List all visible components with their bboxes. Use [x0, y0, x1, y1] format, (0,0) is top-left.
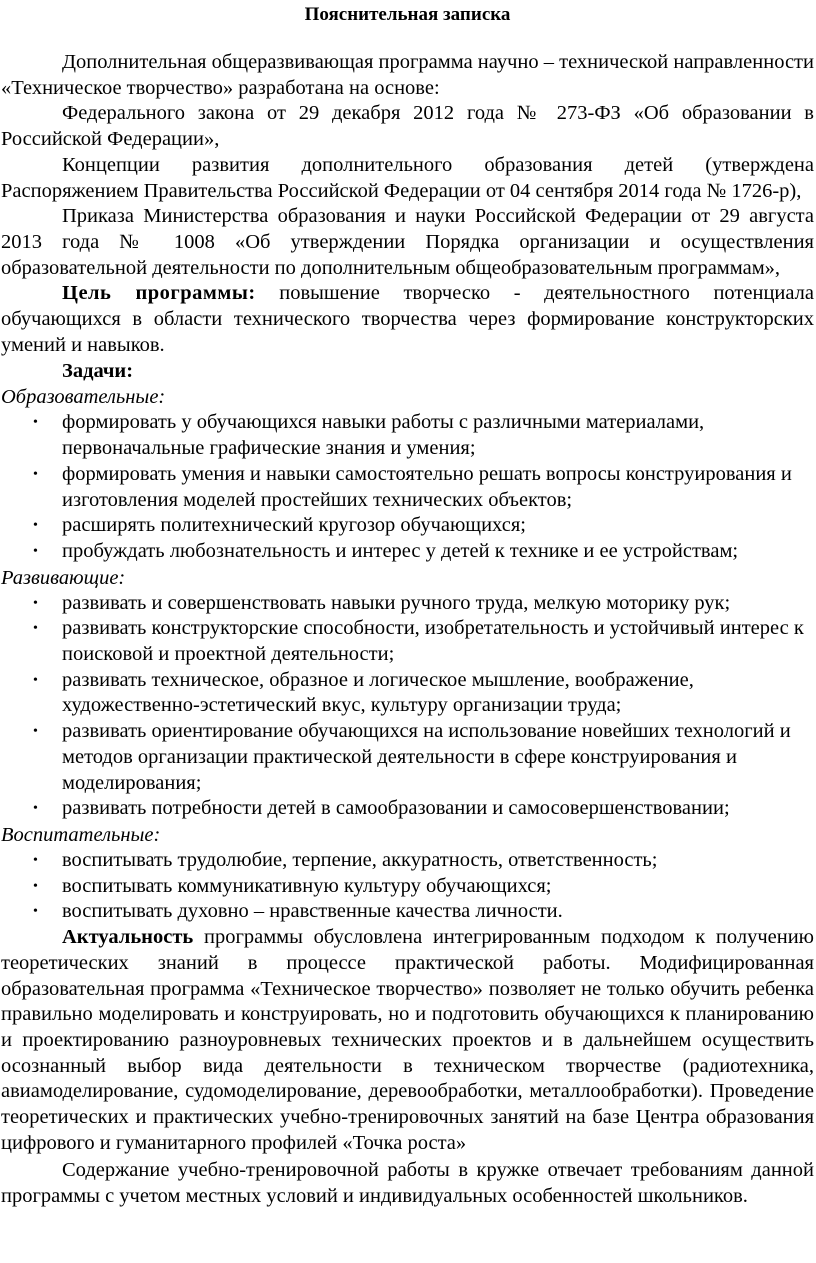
bullet-icon: •: [33, 466, 38, 482]
bullet-icon: •: [33, 852, 38, 868]
intro-paragraph: Дополнительная общеразвивающая программа научно – технической направленности «Техническое творчество» разработана на основе:: [1, 51, 814, 99]
bullet-icon: •: [33, 595, 38, 611]
list-item: • развивать техническое, образное и логическое мышление, воображение, художественно-эстетический вкус, культуру организации труда;: [33, 668, 694, 717]
developing-heading: Развивающие:: [1, 566, 126, 589]
bullet-icon: •: [33, 672, 38, 688]
content-paragraph: Содержание учебно-тренировочной работы в кружке отвечает требованиям данной программы с учетом местных условий и индивидуальных особенностей школьников.: [1, 1159, 814, 1208]
bullet-icon: •: [33, 621, 38, 637]
bullet-icon: •: [33, 801, 38, 817]
goal-text: повышение творческо - деятельностного потенциала обучающихся в области технического творчества через формирование конструкторских умений и навыков.: [1, 282, 814, 356]
basis-law-paragraph: Федерального закона от 29 декабря 2012 года № 273-ФЗ «Об образовании в Российской Федерации»,: [1, 102, 814, 151]
list-item: • формировать умения и навыки самостоятельно решать вопросы конструирования и изготовления моделей простейших технических объектов;: [33, 462, 792, 511]
upbringing-heading: Воспитательные:: [1, 823, 161, 846]
bullet-icon: •: [33, 518, 38, 534]
tasks-heading: Задачи:: [62, 360, 134, 383]
list-item: • расширять политехнический кругозор обучающихся;: [1, 513, 814, 539]
list-item: • воспитывать духовно – нравственные качества личности.: [1, 899, 814, 925]
list-item: • развивать ориентирование обучающихся на использование новейших технологий и методов организации практической деятельности в сфере конструирования и моделирования;: [33, 720, 791, 794]
list-item: • пробуждать любознательность и интерес у детей к технике и ее устройствам;: [1, 539, 814, 565]
list-item: • развивать конструкторские способности, изобретательность и устойчивый интерес к поисковой и проектной деятельности;: [33, 617, 804, 666]
relevance-label: Актуальность: [62, 926, 194, 949]
developing-section: [1, 565, 814, 822]
educational-list: [1, 410, 814, 564]
list-item: • развивать потребности детей в самообразовании и самосовершенствовании;: [1, 796, 814, 822]
list-item: • воспитывать трудолюбие, терпение, аккуратность, ответственность;: [1, 848, 814, 874]
document-title: Пояснительная записка: [304, 4, 511, 25]
basis-order-paragraph: Приказа Министерства образования и науки Российской Федерации от 29 августа 2013 года № 1008 «Об утверждении Порядка организации и осуществления образовательной деятельности по дополнительным общеобразовательным программам»,: [1, 205, 814, 279]
bullet-icon: •: [33, 878, 38, 894]
educational-section: [1, 384, 814, 564]
basis-concept-paragraph: Концепции развития дополнительного образования детей (утверждена Распоряжением Правительства Российской Федерации от 04 сентября 2014 года № 1726-р),: [1, 153, 814, 202]
bullet-icon: •: [33, 724, 38, 740]
educational-heading: Образовательные:: [1, 386, 166, 409]
list-item: • воспитывать коммуникативную культуру обучающихся;: [1, 874, 814, 900]
relevance-paragraph: [1, 925, 814, 1156]
relevance-text: программы обусловлена интегрированным подходом к получению теоретических знаний в процессе практической работы. Модифицированная образовательная программа «Техническое творчество» позволяет не только обучить ребенка правильно моделировать и конструировать, но и подготовить обучающихся к планированию и проектированию разноуровневых технических проектов и в дальнейшем осуществить осознанный выбор вида деятельности в техническом творчестве (радиотехника, авиамоделирование, судомоделирование, деревообработки, металлообработки). Проведение теоретических и практических учебно-тренировочных занятий на базе Центра образования цифрового и гуманитарного профилей «Точка роста»: [1, 926, 814, 1154]
list-item: • развивать и совершенствовать навыки ручного труда, мелкую моторику рук;: [1, 591, 814, 617]
upbringing-section: [1, 822, 814, 925]
list-item: • формировать у обучающихся навыки работы с различными материалами, первоначальные графические знания и умения;: [33, 411, 705, 460]
upbringing-list: [1, 848, 814, 925]
developing-list: [1, 591, 814, 822]
goal-paragraph: [1, 281, 814, 358]
bullet-icon: •: [33, 904, 38, 920]
bullet-icon: •: [33, 543, 38, 559]
goal-label: Цель программы:: [62, 282, 256, 305]
bullet-icon: •: [33, 415, 38, 431]
